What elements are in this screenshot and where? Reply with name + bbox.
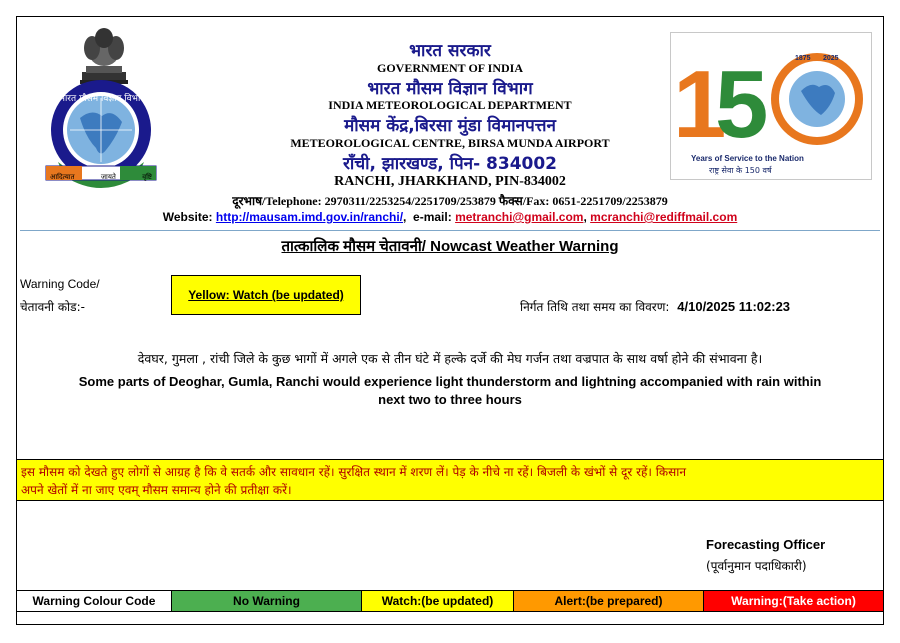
message-english-line1: Some parts of Deoghar, Gumla, Ranchi would experience light thunderstorm and lightning accompanied with rain within xyxy=(78,374,822,389)
warning-code-label-hi: चेतावनी कोड:- xyxy=(20,300,85,314)
advisory-band xyxy=(17,459,883,501)
seal-motto-bottom: वृष्टि xyxy=(142,173,152,181)
legend-label: Warning Colour Code xyxy=(17,591,172,611)
issue-row xyxy=(520,298,790,315)
issue-datetime: 4/10/2025 11:02:23 xyxy=(677,299,791,314)
seal-motto-left: आदित्यात xyxy=(50,173,75,181)
logo-digit-1: 1 xyxy=(673,51,727,158)
logo-year-end: 2025 xyxy=(823,55,839,62)
advisory-line1: इस मौसम को देखते हुए लोगों से आग्रह है कि वे सतर्क और सावधान रहें। सुरक्षित स्थान में शरण लें। पेड़ के नीचे ना रहें। बिजली के खंभों से दूर रहें। किसान xyxy=(21,465,686,479)
legend-watch: Watch:(be updated) xyxy=(362,591,514,611)
warning-code-label-en: Warning Code/ xyxy=(20,277,100,291)
legend-alert: Alert:(be prepared) xyxy=(514,591,704,611)
logo-digit-5: 5 xyxy=(715,51,769,158)
warning-code-box xyxy=(171,275,361,315)
seal-motto-right: जायते xyxy=(100,173,116,181)
legend-no-warning: No Warning xyxy=(172,591,362,611)
warning-code-value: Yellow: Watch (be updated) xyxy=(188,288,344,302)
advisory-line2: अपने खेतों में ना जाए एवम् मौसम समान्य होने की प्रतीक्षा करें। xyxy=(21,483,292,497)
page-title: तात्कालिक मौसम चेतावनी/ Nowcast Weather Warning xyxy=(281,238,619,255)
header-hi-city: राँची, झारखण्ड, पिन- 834002 xyxy=(342,154,558,174)
officer-title-en: Forecasting Officer xyxy=(706,537,826,552)
header-en-city: RANCHI, JHARKHAND, PIN-834002 xyxy=(334,174,566,189)
message-english-line2: next two to three hours xyxy=(378,392,522,407)
seal-top-text: भारत मौसम विज्ञान विभाग xyxy=(58,94,146,104)
message-hindi: देवघर, गुमला , रांची जिले के कुछ भागों में अगले एक से तीन घंटे में हल्के दर्जे की मेघ गर्जन तथा वज्रपात के साथ वर्षा होने की संभावना है। xyxy=(137,351,763,366)
header-phone-line: दूरभाष/Telephone: 2970311/2253254/2251709/253879 फैक्स/Fax: 0651-2251709/2253879 xyxy=(232,194,668,208)
header-hi-gov: भारत सरकार xyxy=(409,41,491,61)
legend-warning: Warning:(Take action) xyxy=(704,591,883,611)
header-divider xyxy=(20,230,880,231)
logo-year-start: 1875 xyxy=(795,55,811,62)
logo-tagline-hi: राष्ट्र सेवा के 150 वर्ष xyxy=(709,166,772,175)
header-en-centre: METEOROLOGICAL CENTRE, BIRSA MUNDA AIRPORT xyxy=(290,136,610,150)
header-hi-centre: मौसम केंद्र,बिरसा मुंडा विमानपत्तन xyxy=(344,116,556,136)
header-en-dept: INDIA METEOROLOGICAL DEPARTMENT xyxy=(328,98,572,112)
header-contact-line: Website: http://mausam.imd.gov.in/ranchi/, e-mail: metranchi@gmail.com, mcranchi@rediffmail.com xyxy=(162,210,738,224)
officer-title-hi: (पूर्वानुमान पदाधिकारी) xyxy=(706,559,807,573)
email-link-1[interactable]: metranchi@gmail.com xyxy=(455,210,584,224)
email-label: e-mail: xyxy=(413,210,452,224)
header-hi-dept: भारत मौसम विज्ञान विभाग xyxy=(367,79,533,99)
website-link[interactable]: http://mausam.imd.gov.in/ranchi/ xyxy=(215,210,404,224)
email-link-2[interactable]: mcranchi@rediffmail.com xyxy=(590,210,738,224)
issue-label: निर्गत तिथि तथा समय का विवरण: xyxy=(520,300,670,314)
header-en-gov: GOVERNMENT OF INDIA xyxy=(376,61,523,75)
website-label: Website: xyxy=(162,210,213,224)
logo-tagline-en: Years of Service to the Nation xyxy=(691,154,804,163)
warning-colour-legend xyxy=(17,590,883,612)
